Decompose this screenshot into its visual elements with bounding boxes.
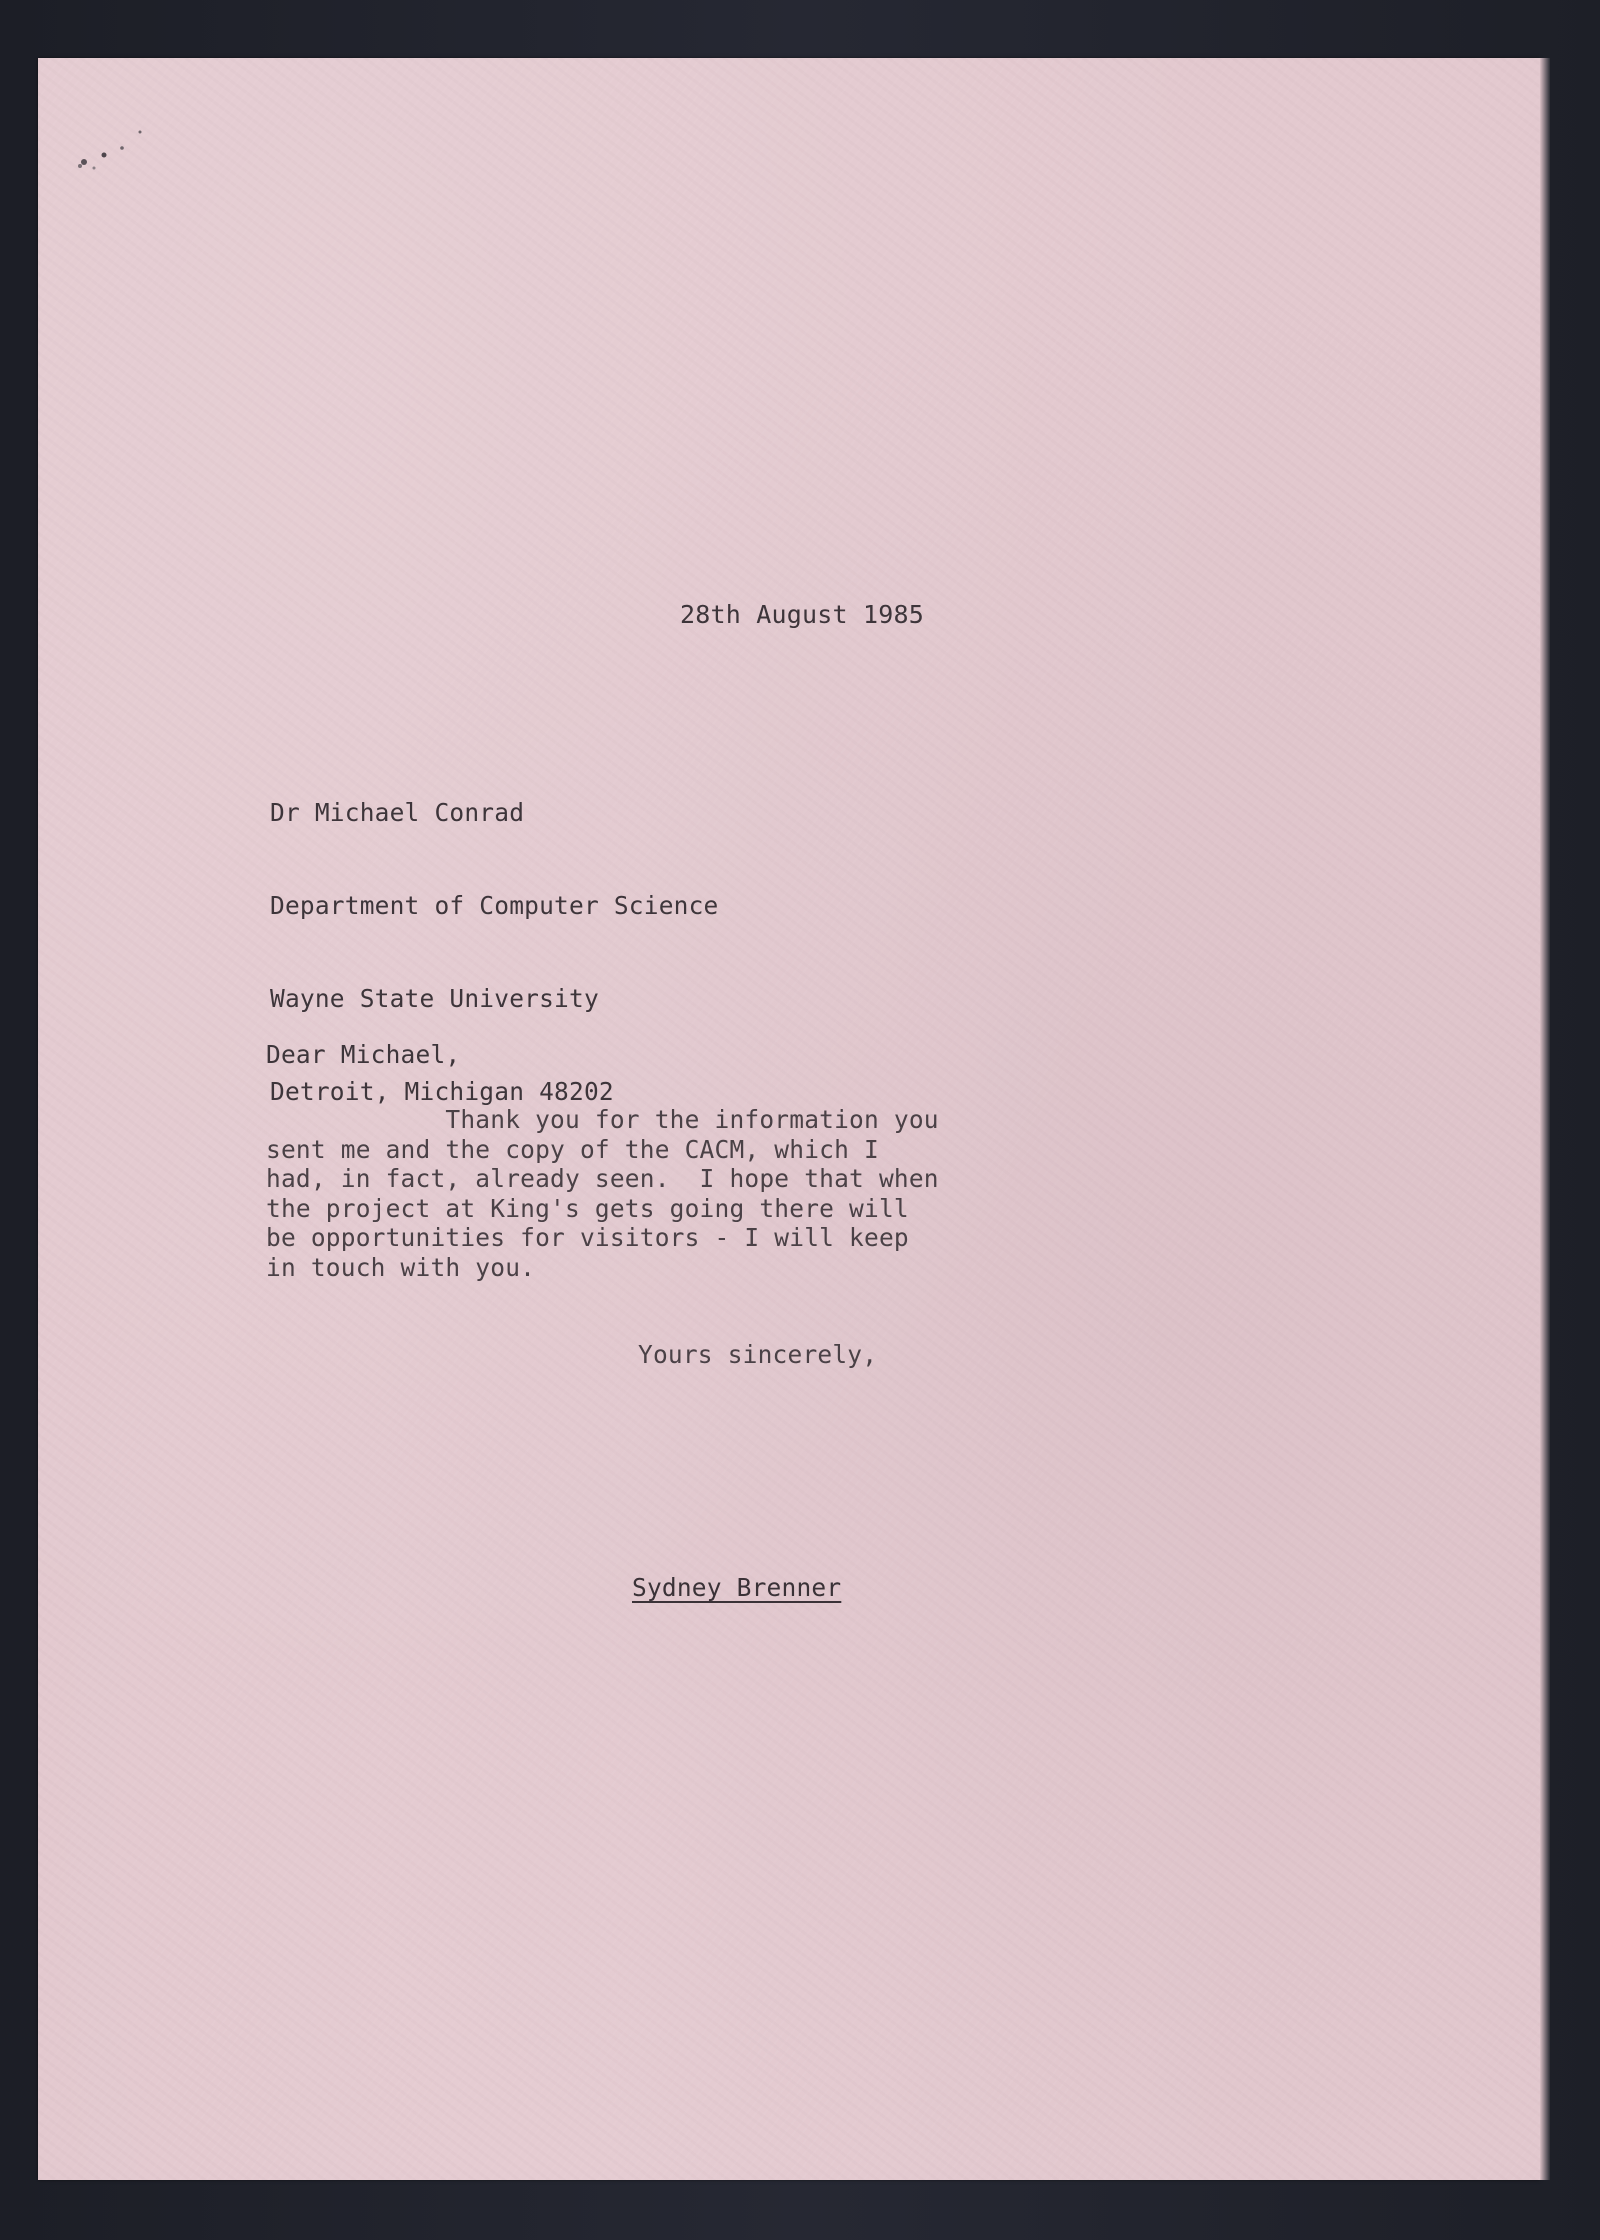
letter-date: 28th August 1985	[680, 600, 925, 629]
punch-hole-marks	[70, 118, 160, 178]
closing: Yours sincerely,	[638, 1340, 878, 1369]
salutation: Dear Michael,	[266, 1040, 461, 1069]
recipient-city: Detroit, Michigan 48202	[270, 1077, 614, 1106]
recipient-department: Department of Computer Science	[270, 891, 719, 920]
signatory-name: Sydney Brenner	[632, 1573, 842, 1602]
recipient-institution: Wayne State University	[270, 984, 599, 1013]
recipient-name: Dr Michael Conrad	[270, 798, 525, 827]
paper-edge	[1540, 58, 1550, 2180]
recipient-address	[270, 735, 719, 1138]
letter-body: Thank you for the information you sent me and the copy of the CACM, which I had, in fact, already seen. I hope that when the project at King's gets going there will be opportunities for visitors - I will keep in touch with you.	[266, 1105, 939, 1282]
